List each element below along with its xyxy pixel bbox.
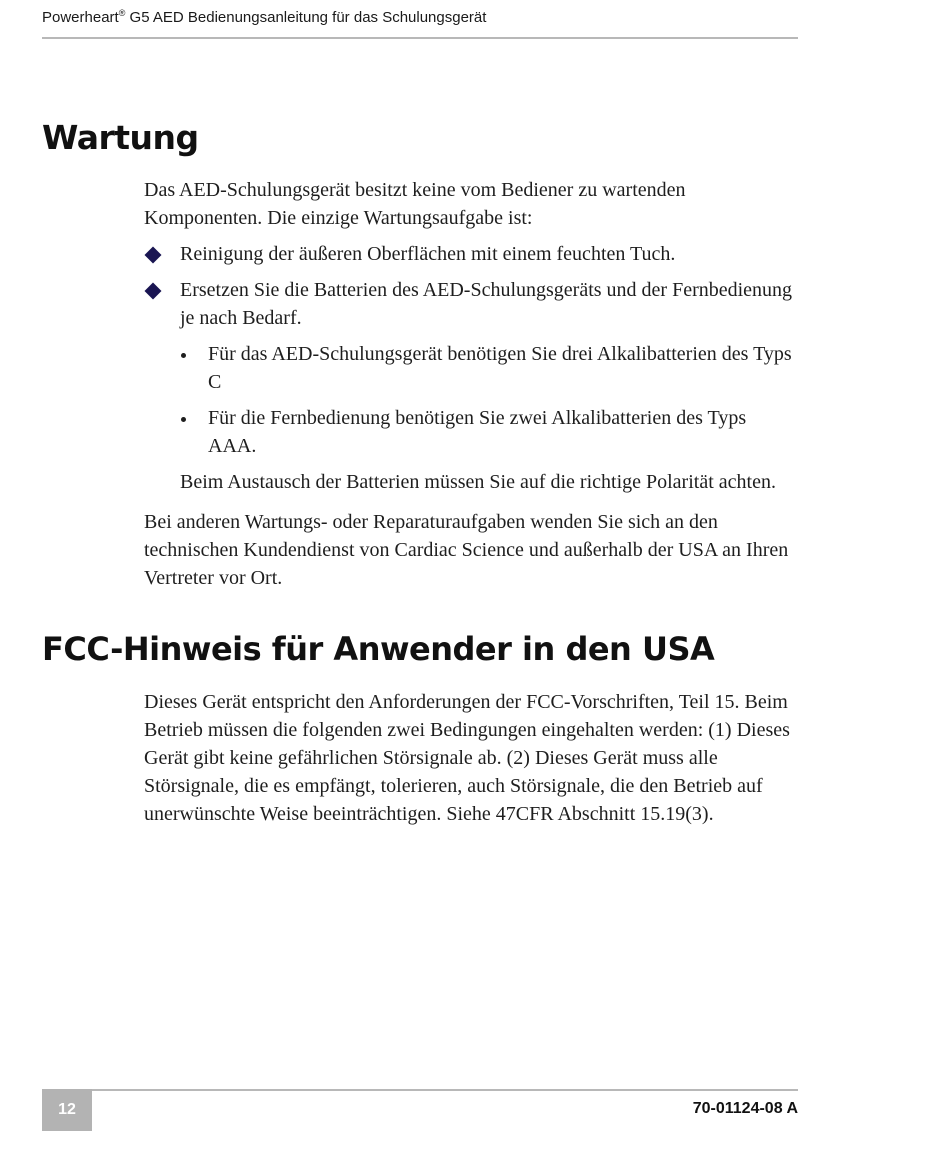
bullet-item-cleaning: Reinigung der äußeren Oberflächen mit einem feuchten Tuch. — [180, 243, 676, 265]
service-paragraph: Bei anderen Wartungs- oder Reparaturaufgaben wenden Sie sich an den technischen Kundendienst von Cardiac Science und außerhalb der USA an Ihren Vertreter vor Ort. — [144, 511, 789, 589]
section-heading-wartung: Wartung — [42, 118, 199, 157]
document-code: 70-01124-08 A — [692, 1100, 798, 1117]
wartung-intro: Das AED-Schulungsgerät besitzt keine vom Bediener zu wartenden Komponenten. Die einzige Wartungsaufgabe ist: — [144, 179, 686, 229]
header-title-prefix: Powerheart — [42, 9, 119, 26]
section-heading-fcc: FCC-Hinweis für Anwender in den USA — [42, 630, 715, 668]
sub-bullet-remote-batteries: Für die Fernbedienung benötigen Sie zwei Alkalibatterien des Typs AAA. — [208, 407, 747, 457]
running-header — [42, 8, 486, 26]
diamond-bullet-icon — [145, 283, 162, 300]
page-number: 12 — [42, 1089, 92, 1131]
header-title-suffix: G5 AED Bedienungsanleitung für das Schulungsgerät — [125, 9, 487, 26]
diamond-bullet-icon — [145, 247, 162, 264]
header-divider — [42, 37, 798, 39]
footer-divider — [42, 1089, 798, 1091]
polarity-note: Beim Austausch der Batterien müssen Sie auf die richtige Polarität achten. — [180, 471, 776, 493]
registered-mark: ® — [118, 8, 126, 18]
fcc-paragraph: Dieses Gerät entspricht den Anforderungen der FCC-Vorschriften, Teil 15. Beim Betrieb müssen die folgenden zwei Bedingungen eingehalten werden: (1) Dieses Gerät gibt keine gefährlichen Störsignale ab. (2) Dieses Gerät muss alle Störsignale, die es empfängt, tolerieren, auch Störsignale, die den Betrieb auf unerwünschte Weise beeinträchtigen. Siehe 47CFR Abschnitt 15.19(3). — [144, 691, 790, 825]
dot-bullet-icon — [181, 353, 186, 358]
bullet-item-batteries: Ersetzen Sie die Batterien des AED-Schulungsgeräts und der Fernbedienung je nach Bedarf. — [180, 279, 793, 329]
sub-bullet-trainer-batteries: Für das AED-Schulungsgerät benötigen Sie drei Alkalibatterien des Typs C — [208, 343, 792, 393]
dot-bullet-icon — [181, 417, 186, 422]
